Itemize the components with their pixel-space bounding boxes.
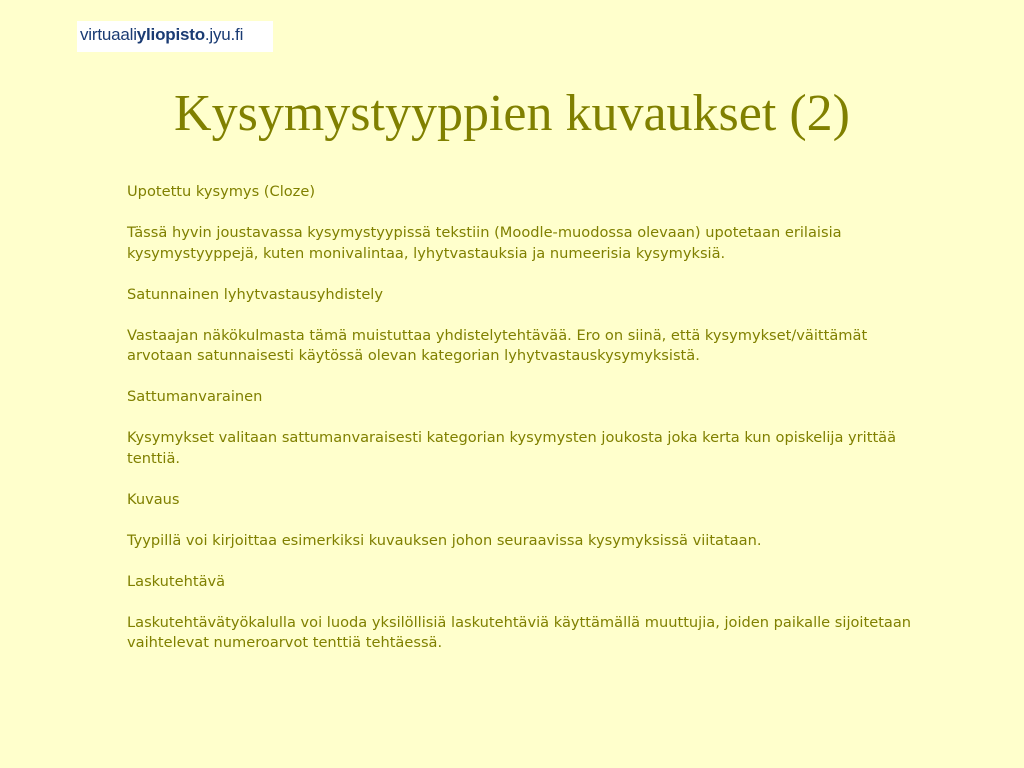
logo-text-part2: yliopisto: [136, 25, 205, 44]
description-description: Tyypillä voi kirjoittaa esimerkiksi kuvauksen johon seuraavissa kysymyksissä viitataan.: [127, 531, 762, 549]
description-random-short-answer-matching: Vastaajan näkökulmasta tämä muistuttaa yhdistelytehtävää. Ero on siinä, että kysymykset/väittämät arvotaan satunnaisesti käytössä olevan kategorian lyhytvastauskysymyksistä.: [127, 326, 868, 364]
slide-content: [127, 182, 927, 674]
logo-text-part1: virtuaali: [80, 25, 137, 44]
heading-random: Sattumanvarainen: [127, 388, 263, 405]
description-cloze: Tässä hyvin joustavassa kysymystyypissä tekstiin (Moodle-muodossa olevaan) upotetaan erilaisia kysymystyyppejä, kuten monivalintaa, lyhytvastauksia ja numeerisia kysymyksiä.: [127, 224, 842, 262]
heading-random-short-answer-matching: Satunnainen lyhytvastausyhdistely: [127, 285, 383, 303]
logo-text-part3: .jyu.fi: [204, 25, 244, 44]
slide-title: Kysymystyyppien kuvaukset (2): [174, 85, 850, 142]
description-calculated: Laskutehtävätyökalulla voi luoda yksilöllisiä laskutehtäviä käyttämällä muuttujia, joiden paikalle sijoitetaan vaihtelevat numeroarvot tenttiä tehtäessä.: [127, 613, 912, 651]
description-random: Kysymykset valitaan sattumanvaraisesti kategorian kysymysten joukosta joka kerta kun opiskelija yrittää tenttiä.: [127, 429, 897, 467]
heading-description: Kuvaus: [127, 490, 180, 508]
logo: [77, 21, 273, 52]
heading-cloze: Upotettu kysymys (Cloze): [127, 183, 316, 200]
heading-calculated: Laskutehtävä: [127, 572, 226, 590]
